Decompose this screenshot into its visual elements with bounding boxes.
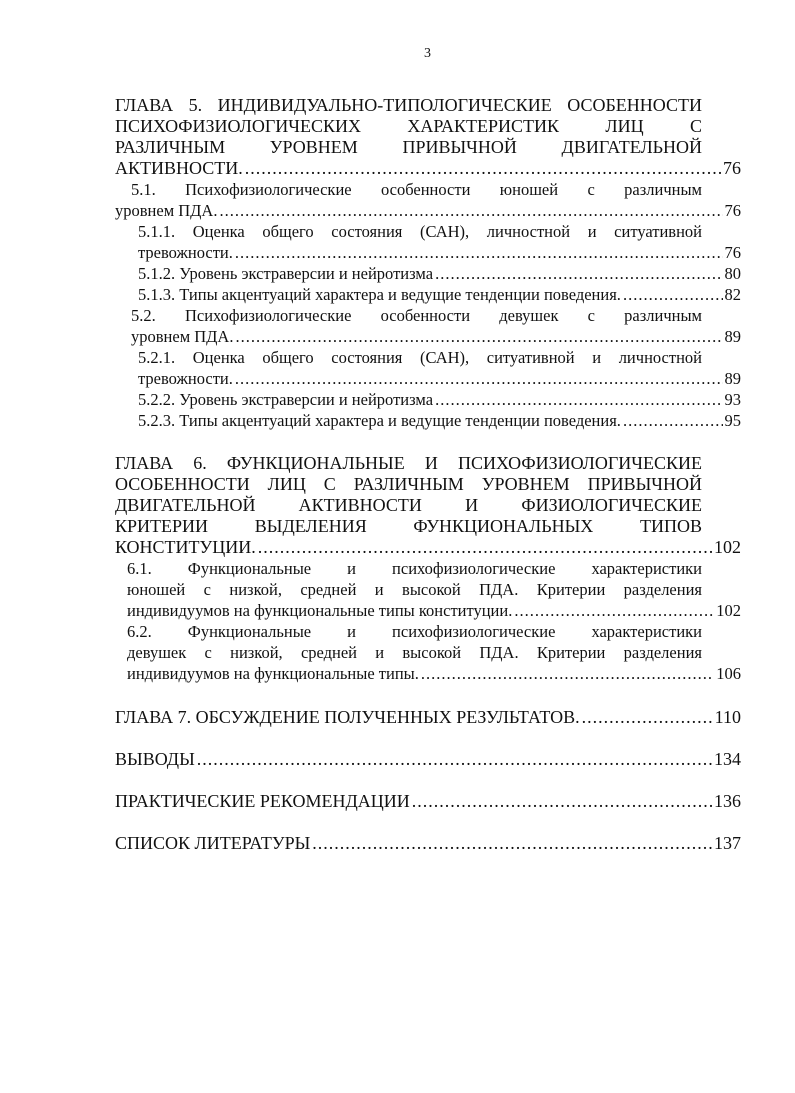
section-6-1-line2: юношей с низкой, средней и высокой ПДА. Критерии разделения (127, 580, 702, 599)
page-number: 3 (424, 46, 431, 61)
section-5-1-2-title: 5.1.2. Уровень экстраверсии и нейротизма (138, 264, 434, 283)
chapter5-heading-line2: ПСИХОФИЗИОЛОГИЧЕСКИХ ХАРАКТЕРИСТИК ЛИЦ С (115, 116, 702, 136)
section-5-1-1-line1: 5.1.1. Оценка общего состояния (САН), личностной и ситуативной (138, 222, 702, 241)
section-5-1-3-title: 5.1.3. Типы акцентуаций характера и ведущие тенденции поведения. (138, 285, 621, 304)
chapter7-page: 110 (714, 707, 741, 727)
dot-leader (219, 200, 722, 221)
section-6-2-line1: 6.2. Функциональные и психофизиологические характеристики (127, 622, 702, 641)
chapter6-heading-line5: КОНСТИТУЦИИ. (115, 537, 256, 557)
references-page: 137 (714, 833, 741, 853)
section-6-2-page: 106 (716, 664, 741, 683)
section-5-1-3-page: 82 (724, 285, 741, 304)
section-5-1-line2: уровнем ПДА. (115, 201, 218, 220)
section-6-2-line2: девушек с низкой, средней и высокой ПДА. Критерии разделения (127, 643, 702, 662)
section-6-1-line3: индивидуумов на функциональные типы конституции. (127, 601, 513, 620)
section-5-2-page: 89 (724, 327, 741, 346)
conclusions-page: 134 (714, 749, 741, 769)
dot-leader (435, 263, 722, 284)
dot-leader (514, 600, 714, 621)
chapter5-heading-line3: РАЗЛИЧНЫМ УРОВНЕМ ПРИВЫЧНОЙ ДВИГАТЕЛЬНОЙ (115, 137, 702, 157)
section-5-1-1-entry[interactable] (138, 242, 741, 263)
section-5-2-line1: 5.2. Психофизиологические особенности девушек с различным (131, 306, 702, 325)
dot-leader (412, 790, 712, 812)
references-title: СПИСОК ЛИТЕРАТУРЫ (115, 833, 311, 853)
section-5-2-3-title: 5.2.3. Типы акцентуаций характера и ведущие тенденции поведения. (138, 411, 621, 430)
section-5-2-1-line2: тревожности. (138, 369, 233, 388)
section-5-1-page: 76 (724, 201, 741, 220)
conclusions-title: ВЫВОДЫ (115, 749, 195, 769)
dot-leader (235, 242, 723, 263)
section-6-2-entry[interactable] (127, 663, 741, 684)
chapter6-heading-line2: ОСОБЕННОСТИ ЛИЦ С РАЗЛИЧНЫМ УРОВНЕМ ПРИВЫЧНОЙ (115, 474, 702, 494)
chapter6-entry[interactable] (115, 536, 741, 558)
section-5-2-entry[interactable] (131, 326, 741, 347)
chapter5-heading-line1: ГЛАВА 5. ИНДИВИДУАЛЬНО-ТИПОЛОГИЧЕСКИЕ ОСОБЕННОСТИ (115, 95, 702, 115)
section-5-2-2-page: 93 (724, 390, 741, 409)
recommendations-title: ПРАКТИЧЕСКИЕ РЕКОМЕНДАЦИИ (115, 791, 410, 811)
dot-leader (435, 389, 722, 410)
chapter5-entry[interactable] (115, 157, 741, 179)
section-6-2-line3: индивидуумов на функциональные типы. (127, 664, 419, 683)
chapter6-heading-line1: ГЛАВА 6. ФУНКЦИОНАЛЬНЫЕ И ПСИХОФИЗИОЛОГИЧЕСКИЕ (115, 453, 702, 473)
chapter7-title: ГЛАВА 7. ОБСУЖДЕНИЕ ПОЛУЧЕННЫХ РЕЗУЛЬТАТОВ. (115, 707, 580, 727)
section-5-2-3-entry[interactable] (138, 410, 741, 431)
section-5-2-2-entry[interactable] (138, 389, 741, 410)
dot-leader (235, 326, 722, 347)
chapter5-heading-line4: АКТИВНОСТИ. (115, 158, 243, 178)
section-5-1-1-line2: тревожности. (138, 243, 233, 262)
section-5-2-3-page: 95 (724, 411, 741, 430)
section-6-1-line1: 6.1. Функциональные и психофизиологические характеристики (127, 559, 702, 578)
section-5-1-1-page: 76 (724, 243, 741, 262)
chapter7-entry[interactable] (115, 706, 741, 728)
dot-leader (245, 157, 721, 179)
conclusions-entry[interactable] (115, 748, 741, 770)
dot-leader (197, 748, 712, 770)
dot-leader (582, 706, 713, 728)
dot-leader (623, 284, 723, 305)
dot-leader (312, 832, 712, 854)
dot-leader (235, 368, 723, 389)
chapter6-page: 102 (714, 537, 741, 557)
dot-leader (258, 536, 712, 558)
chapter6-heading-line3: ДВИГАТЕЛЬНОЙ АКТИВНОСТИ И ФИЗИОЛОГИЧЕСКИЕ (115, 495, 702, 515)
section-5-1-2-entry[interactable] (138, 263, 741, 284)
dot-leader (421, 663, 714, 684)
section-6-1-page: 102 (716, 601, 741, 620)
recommendations-entry[interactable] (115, 790, 741, 812)
section-5-2-line2: уровнем ПДА. (131, 327, 234, 346)
chapter5-page: 76 (723, 158, 741, 178)
section-5-1-entry[interactable] (115, 200, 741, 221)
chapter6-heading-line4: КРИТЕРИИ ВЫДЕЛЕНИЯ ФУНКЦИОНАЛЬНЫХ ТИПОВ (115, 516, 702, 536)
section-5-1-line1: 5.1. Психофизиологические особенности юношей с различным (131, 180, 702, 199)
section-5-1-3-entry[interactable] (138, 284, 741, 305)
section-5-2-1-line1: 5.2.1. Оценка общего состояния (САН), ситуативной и личностной (138, 348, 702, 367)
section-6-1-entry[interactable] (127, 600, 741, 621)
section-5-2-1-page: 89 (724, 369, 741, 388)
recommendations-page: 136 (714, 791, 741, 811)
dot-leader (623, 410, 723, 431)
section-5-1-2-page: 80 (724, 264, 741, 283)
section-5-2-1-entry[interactable] (138, 368, 741, 389)
section-5-2-2-title: 5.2.2. Уровень экстраверсии и нейротизма (138, 390, 434, 409)
references-entry[interactable] (115, 832, 741, 854)
